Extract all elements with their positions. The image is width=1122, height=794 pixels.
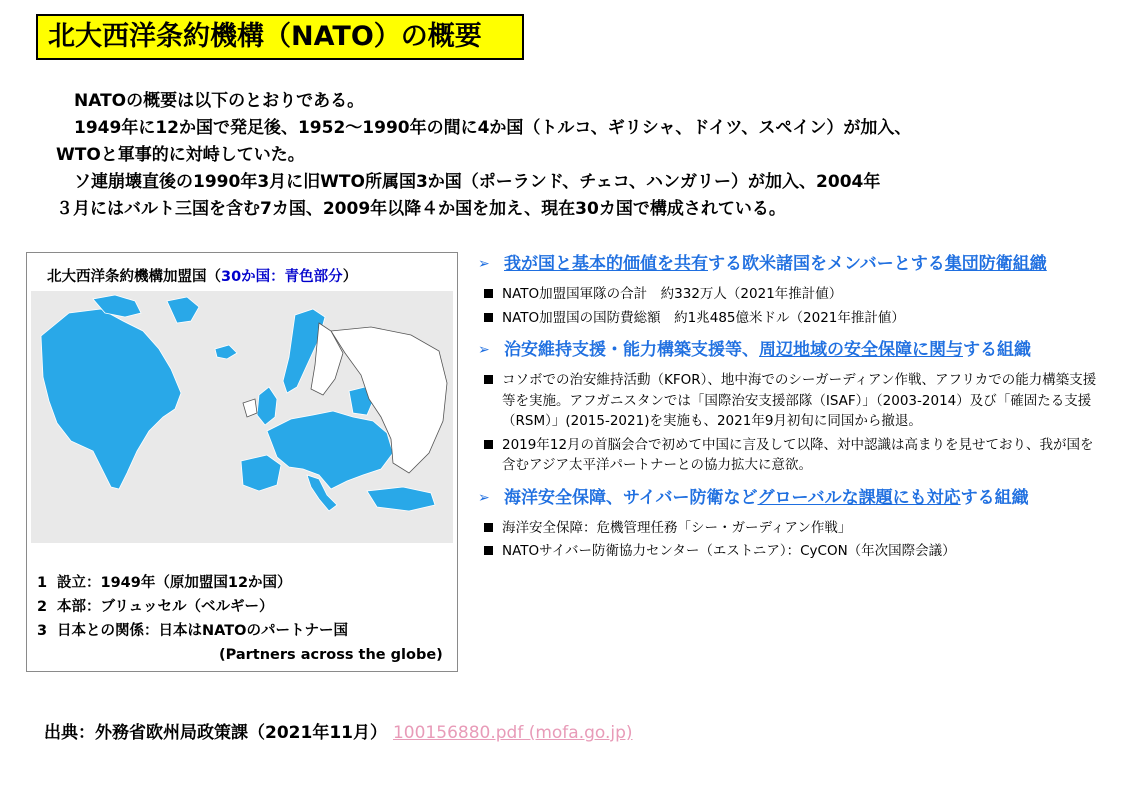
arrow-bullet-icon: ➢ bbox=[478, 256, 490, 272]
map-caption-suffix: ） bbox=[342, 269, 358, 285]
map-caption-prefix: 北大西洋条約機構加盟国（ bbox=[47, 269, 221, 285]
bullet-text: NATO加盟国の国防費総額 約1兆485億米ドル（2021年推計値） bbox=[502, 309, 905, 326]
bullet-list bbox=[478, 370, 1098, 476]
heading-part: 治安維持支援・能力構築支援等、 bbox=[504, 340, 759, 360]
bullet-item bbox=[484, 541, 1098, 562]
map-facts bbox=[37, 571, 443, 667]
intro-line-5: ３月にはバルト三国を含む7カ国、2009年以降４か国を加え、現在30カ国で構成されている。 bbox=[56, 199, 786, 219]
heading-part: 我が国と基本的価値を共有 bbox=[504, 254, 708, 274]
intro-line-3: WTOと軍事的に対峙していた。 bbox=[56, 145, 305, 165]
map-svg bbox=[31, 291, 453, 543]
square-bullet-icon bbox=[484, 313, 493, 322]
bullet-item bbox=[484, 308, 1098, 329]
fact-headquarters bbox=[37, 595, 443, 619]
square-bullet-icon bbox=[484, 440, 493, 449]
bullet-item bbox=[484, 435, 1098, 476]
heading-part: する欧米諸国をメンバーとする bbox=[708, 254, 945, 274]
square-bullet-icon bbox=[484, 546, 493, 555]
heading-part: する組織 bbox=[960, 487, 1029, 508]
bullet-text: コソボでの治安維持活動（KFOR）、地中海でのシーガーディアン作戦、アフリカでの能力構築支援等を実施。アフガニスタンでは「国際治安支援部隊（ISAF）」（2003-2014）及び「確固たる支援（RSM）」(2015-2021)を実施も、2021年9月初旬に同国から撤退。 bbox=[502, 372, 1097, 429]
bullet-text: NATO加盟国軍隊の合計 約332万人（2021年推計値） bbox=[502, 286, 843, 302]
bullet-text: NATOサイバー防衛協力センター（エストニア）：CyCON（年次国際会議） bbox=[502, 543, 956, 559]
map-uk bbox=[257, 387, 277, 425]
fact-number: 3 bbox=[37, 623, 48, 639]
bullet-text: 海洋安全保障：危機管理任務「シー・ガーディアン作戦」 bbox=[502, 519, 852, 536]
fact-text: 本部：ブリュッセル（ベルギー） bbox=[57, 599, 274, 615]
map-ireland bbox=[243, 399, 257, 417]
fact-text: 日本との関係：日本はNATOのパートナー国 bbox=[57, 623, 348, 639]
square-bullet-icon bbox=[484, 375, 493, 384]
intro-line-2: 1949年に12か国で発足後、1952〜1990年の間に4か国（トルコ、ギリシャ、ドイツ、スペイン）が加入、 bbox=[74, 118, 912, 138]
bullet-list bbox=[478, 284, 1098, 328]
nato-map-panel bbox=[26, 252, 458, 672]
nato-characteristics bbox=[478, 252, 1098, 572]
map-caption bbox=[47, 265, 357, 286]
map-iceland bbox=[215, 345, 237, 359]
heading-part: 集団防衛組織 bbox=[944, 254, 1047, 274]
bullet-item bbox=[484, 284, 1098, 305]
map-iberia bbox=[241, 455, 281, 491]
section-heading bbox=[478, 338, 1098, 362]
map-north-america bbox=[41, 309, 181, 489]
intro-line-1: NATOの概要は以下のとおりである。 bbox=[74, 91, 365, 111]
section-collective-defense bbox=[478, 252, 1098, 328]
fact-number: 1 bbox=[37, 575, 48, 591]
fact-note: (Partners across the globe) bbox=[219, 647, 443, 663]
section-heading bbox=[478, 486, 1098, 510]
bullet-item bbox=[484, 518, 1098, 539]
heading-part: 周辺地域の安全保障に関与 bbox=[759, 340, 963, 360]
map-turkey bbox=[367, 487, 435, 511]
bullet-list bbox=[478, 518, 1098, 562]
page-title: 北大西洋条約機構（NATO）の概要 bbox=[36, 14, 524, 60]
map-caption-highlight: 30か国：青色部分 bbox=[221, 269, 343, 285]
heading-part: する組織 bbox=[963, 340, 1031, 360]
source-link[interactable]: 100156880.pdf (mofa.go.jp) bbox=[392, 723, 633, 743]
fact-japan-relation bbox=[37, 619, 443, 643]
fact-text: 設立：1949年（原加盟国12か国） bbox=[57, 575, 292, 591]
arrow-bullet-icon: ➢ bbox=[478, 342, 490, 358]
source-citation bbox=[44, 718, 633, 743]
arrow-bullet-icon: ➢ bbox=[478, 489, 490, 506]
intro-line-4: ソ連崩壊直後の1990年3月に旧WTO所属国3か国（ポーランド、チェコ、ハンガリー）が加入、2004年 bbox=[74, 172, 881, 192]
bullet-item bbox=[484, 370, 1098, 432]
fact-founding bbox=[37, 571, 443, 595]
fact-number: 2 bbox=[37, 599, 48, 615]
section-heading bbox=[478, 252, 1098, 276]
heading-part: 海洋安全保障、サイバー防衛など bbox=[504, 487, 758, 508]
intro-text bbox=[56, 88, 1106, 223]
source-label: 出典：外務省欧州局政策課（2021年11月） bbox=[44, 723, 387, 743]
map-west-europe bbox=[267, 411, 393, 489]
nato-member-map bbox=[31, 291, 453, 543]
map-greenland-area bbox=[167, 297, 199, 323]
heading-part: グローバルな課題にも対応 bbox=[757, 487, 961, 508]
section-global-challenges bbox=[478, 486, 1098, 562]
square-bullet-icon bbox=[484, 289, 493, 298]
bullet-text: 2019年12月の首脳会合で初めて中国に言及して以降、対中認識は高まりを見せており、我が国を含むアジア太平洋パートナーとの協力拡大に意欲。 bbox=[502, 436, 1094, 473]
section-regional-security bbox=[478, 338, 1098, 476]
square-bullet-icon bbox=[484, 523, 493, 532]
